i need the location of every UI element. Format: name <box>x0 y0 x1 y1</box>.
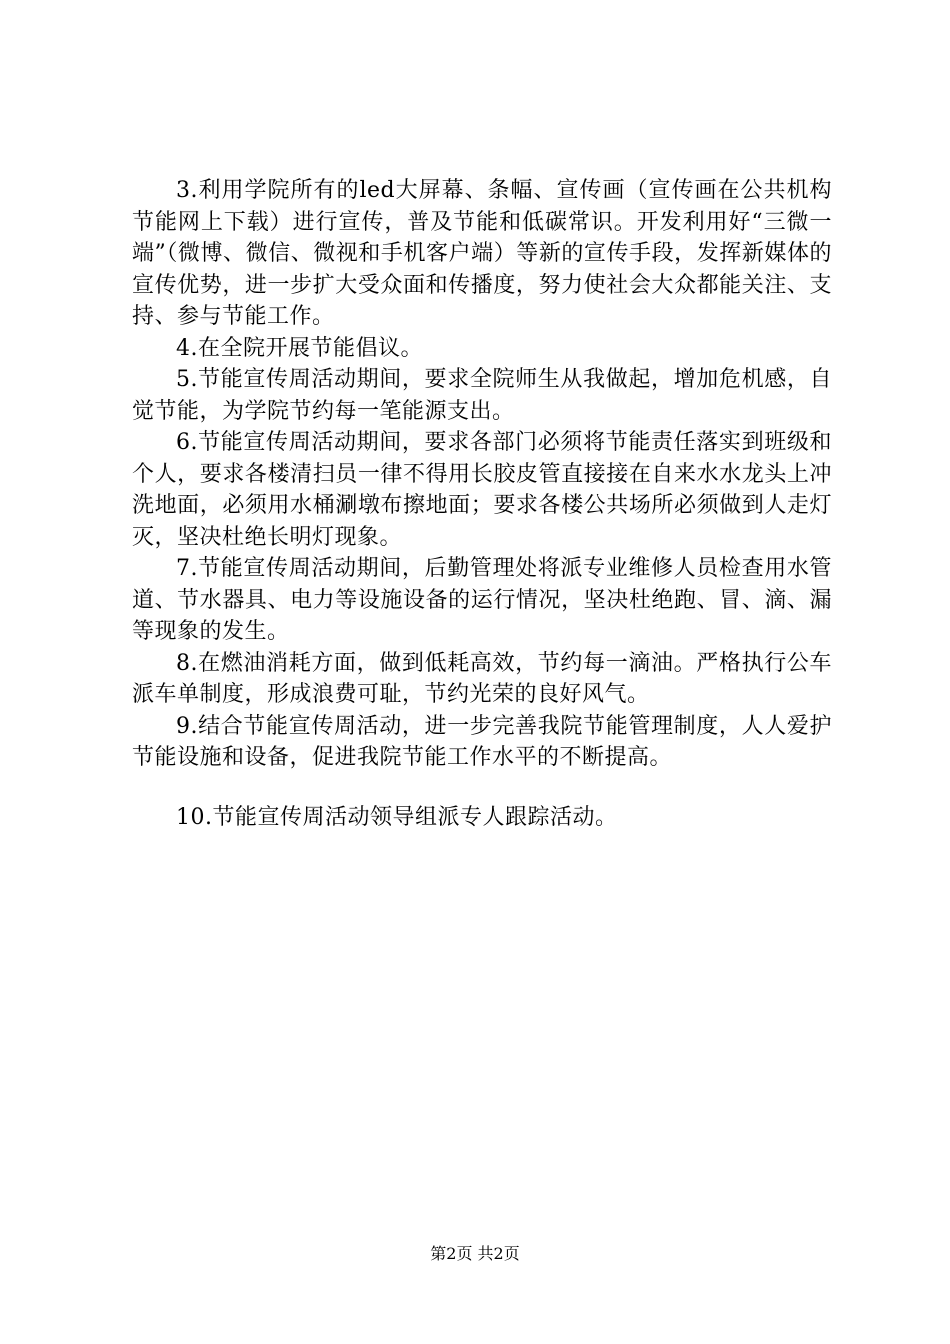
document-body <box>132 175 832 833</box>
paragraph-item-3: 3.利用学院所有的led大屏幕、条幅、宣传画（宣传画在公共机构节能网上下载）进行宣传，普及节能和低碳常识。开发利用好“三微一端”（微博、微信、微视和手机客户端）等新的宣传手段，发挥新媒体的宣传优势，进一步扩大受众面和传播度，努力使社会大众都能关注、支持、参与节能工作。 <box>132 178 832 329</box>
paragraph-item-5: 5.节能宣传周活动期间，要求全院师生从我做起，增加危机感，自觉节能，为学院节约每一笔能源支出。 <box>132 367 832 424</box>
paragraph-item-7: 7.节能宣传周活动期间，后勤管理处将派专业维修人员检查用水管道、节水器具、电力等设施设备的运行情况，坚决杜绝跑、冒、滴、漏等现象的发生。 <box>132 556 832 644</box>
page-footer <box>0 1244 950 1264</box>
paragraph-item-10: 10.节能宣传周活动领导组派专人跟踪活动。 <box>176 804 618 830</box>
paragraph-item-9: 9.结合节能宣传周活动，进一步完善我院节能管理制度，人人爱护节能设施和设备，促进我院节能工作水平的不断提高。 <box>132 713 832 770</box>
paragraph-item-4: 4.在全院开展节能倡议。 <box>176 335 423 361</box>
paragraph-item-6: 6.节能宣传周活动期间，要求各部门必须将节能责任落实到班级和个人，要求各楼清扫员一律不得用长胶皮管直接接在自来水水龙头上冲洗地面，必须用水桶涮墩布擦地面；要求各楼公共场所必须做到人走灯灭，坚决杜绝长明灯现象。 <box>132 430 832 550</box>
page-number-label: 第2页 共2页 <box>430 1244 520 1263</box>
paragraph-item-8: 8.在燃油消耗方面，做到低耗高效，节约每一滴油。严格执行公车派车单制度，形成浪费可耻，节约光荣的良好风气。 <box>132 650 832 707</box>
